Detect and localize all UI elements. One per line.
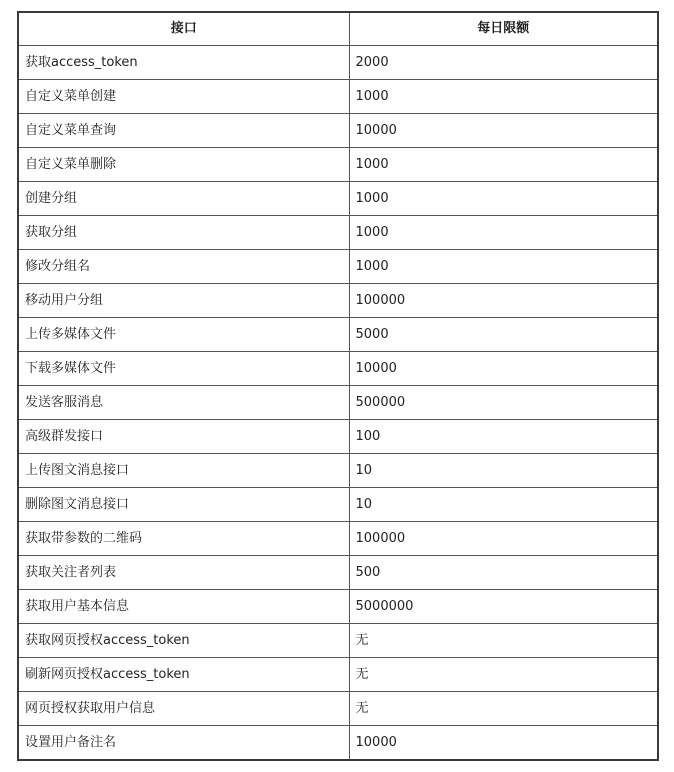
- table-row: [18, 216, 658, 250]
- table-row: [18, 658, 658, 692]
- interface-name-cell: 刷新网页授权access_token: [18, 658, 349, 692]
- daily-limit-cell: 500000: [349, 386, 658, 420]
- table-row: [18, 624, 658, 658]
- table-row: [18, 522, 658, 556]
- daily-limit-cell: 无: [349, 658, 658, 692]
- table-row: [18, 148, 658, 182]
- daily-limit-cell: 5000: [349, 318, 658, 352]
- table-row: [18, 420, 658, 454]
- header-interface: 接口: [18, 12, 349, 46]
- daily-limit-cell: 1000: [349, 80, 658, 114]
- table-row: [18, 454, 658, 488]
- daily-limit-cell: 无: [349, 624, 658, 658]
- daily-limit-cell: 100: [349, 420, 658, 454]
- table-row: [18, 284, 658, 318]
- interface-name-cell: 修改分组名: [18, 250, 349, 284]
- table-row: [18, 726, 658, 761]
- interface-name-cell: 获取用户基本信息: [18, 590, 349, 624]
- table-row: [18, 114, 658, 148]
- table-row: [18, 80, 658, 114]
- daily-limit-cell: 500: [349, 556, 658, 590]
- daily-limit-cell: 10000: [349, 726, 658, 761]
- interface-name-cell: 获取网页授权access_token: [18, 624, 349, 658]
- interface-name-cell: 发送客服消息: [18, 386, 349, 420]
- table-row: [18, 318, 658, 352]
- table-header: [18, 12, 658, 46]
- daily-limit-cell: 无: [349, 692, 658, 726]
- interface-name-cell: 移动用户分组: [18, 284, 349, 318]
- api-limits-table: [17, 11, 659, 761]
- daily-limit-cell: 1000: [349, 216, 658, 250]
- daily-limit-cell: 10000: [349, 114, 658, 148]
- daily-limit-cell: 1000: [349, 182, 658, 216]
- daily-limit-cell: 100000: [349, 284, 658, 318]
- interface-name-cell: 删除图文消息接口: [18, 488, 349, 522]
- interface-name-cell: 创建分组: [18, 182, 349, 216]
- table-body: [18, 46, 658, 761]
- table-row: [18, 590, 658, 624]
- header-daily-limit: 每日限额: [349, 12, 658, 46]
- interface-name-cell: 下载多媒体文件: [18, 352, 349, 386]
- interface-name-cell: 获取access_token: [18, 46, 349, 80]
- header-row: [18, 12, 658, 46]
- table-row: [18, 386, 658, 420]
- interface-name-cell: 自定义菜单创建: [18, 80, 349, 114]
- daily-limit-cell: 10: [349, 454, 658, 488]
- interface-name-cell: 自定义菜单查询: [18, 114, 349, 148]
- table-row: [18, 250, 658, 284]
- interface-name-cell: 获取带参数的二维码: [18, 522, 349, 556]
- daily-limit-cell: 1000: [349, 250, 658, 284]
- interface-name-cell: 设置用户备注名: [18, 726, 349, 761]
- daily-limit-cell: 10000: [349, 352, 658, 386]
- interface-name-cell: 上传多媒体文件: [18, 318, 349, 352]
- daily-limit-cell: 100000: [349, 522, 658, 556]
- table-row: [18, 692, 658, 726]
- interface-name-cell: 上传图文消息接口: [18, 454, 349, 488]
- interface-name-cell: 网页授权获取用户信息: [18, 692, 349, 726]
- table-row: [18, 488, 658, 522]
- daily-limit-cell: 1000: [349, 148, 658, 182]
- daily-limit-cell: 2000: [349, 46, 658, 80]
- table-row: [18, 182, 658, 216]
- interface-name-cell: 自定义菜单删除: [18, 148, 349, 182]
- interface-name-cell: 获取分组: [18, 216, 349, 250]
- interface-name-cell: 获取关注者列表: [18, 556, 349, 590]
- interface-name-cell: 高级群发接口: [18, 420, 349, 454]
- table-row: [18, 352, 658, 386]
- table-row: [18, 46, 658, 80]
- daily-limit-cell: 5000000: [349, 590, 658, 624]
- api-limits-table-container: [17, 11, 657, 761]
- table-row: [18, 556, 658, 590]
- daily-limit-cell: 10: [349, 488, 658, 522]
